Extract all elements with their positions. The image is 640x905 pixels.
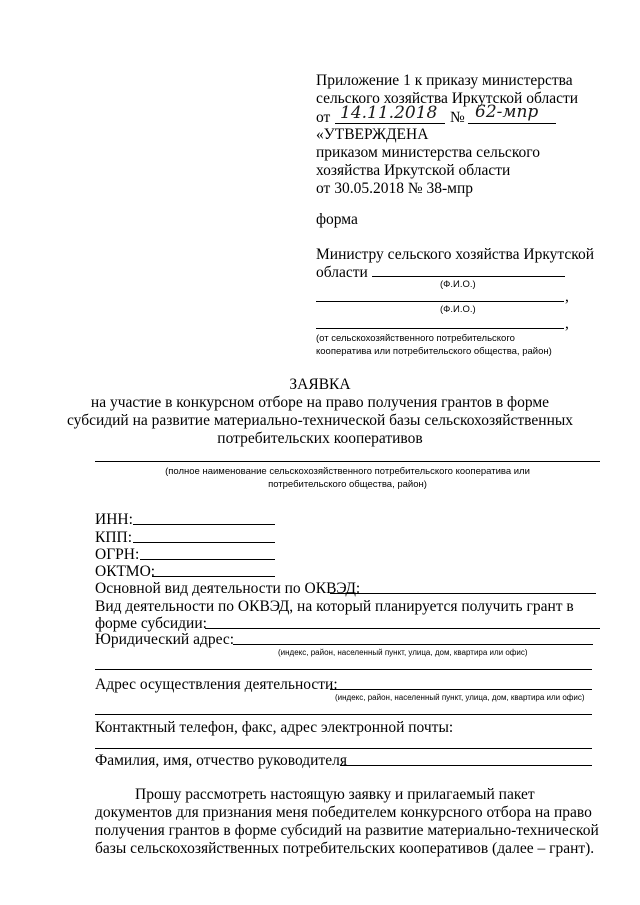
- order-number-underline: [468, 123, 556, 124]
- addressee-line-1: Министру сельского хозяйства Иркутской: [316, 246, 595, 263]
- oktmo-label: ОКТМО:: [95, 563, 156, 580]
- approved-line-2: приказом министерства сельского: [316, 144, 541, 161]
- inn-line: [133, 524, 275, 525]
- okved-grant-label-1: Вид деятельности по ОКВЭД, на который планируется получить грант в: [95, 598, 574, 615]
- activity-address-line-2: [95, 714, 592, 715]
- fullname-hint-1: (полное наименование сельскохозяйственного потребительского кооператива или: [165, 466, 530, 477]
- head-name-line: [340, 765, 592, 766]
- approved-heading: «УТВЕРЖДЕНА: [316, 126, 429, 143]
- order-ot-label: от: [316, 109, 331, 126]
- application-subtitle-2: субсидий на развитие материально-технической базы сельскохозяйственных: [66, 412, 574, 429]
- order-date-handwritten: 14.11.2018: [340, 103, 438, 123]
- applicant-from-hint-1: (от сельскохозяйственного потребительского: [316, 333, 515, 344]
- activity-address-line: [330, 689, 592, 690]
- contacts-line: [95, 748, 592, 749]
- inn-label: ИНН:: [95, 511, 133, 528]
- contacts-label: Контактный телефон, факс, адрес электронной почты:: [95, 719, 454, 736]
- okved-grant-line: [205, 628, 600, 629]
- head-name-label: Фамилия, имя, отчество руководителя: [95, 752, 347, 769]
- approved-line-4: от 30.05.2018 № 38-мпр: [316, 180, 473, 197]
- legal-address-line-2: [95, 669, 592, 670]
- applicant-from-comma: ,: [565, 315, 569, 332]
- legal-address-label: Юридический адрес:: [95, 631, 235, 648]
- fullname-hint-2: потребительского общества, район): [268, 479, 427, 490]
- applicant-from-hint-2: кооператива или потребительского общества, район): [316, 346, 552, 357]
- appendix-line-1: Приложение 1 к приказу министерства: [316, 72, 573, 89]
- application-subtitle-1: на участие в конкурсном отборе на право получения грантов в форме: [90, 394, 550, 411]
- activity-address-hint: (индекс, район, населенный пункт, улица, дом, квартира или офис): [335, 693, 585, 702]
- ogrn-label: ОГРН:: [95, 546, 140, 563]
- request-line-1: Прошу рассмотреть настоящую заявку и прилагаемый пакет: [135, 786, 535, 803]
- order-number-handwritten: 62-мпр: [475, 102, 539, 122]
- ogrn-line: [140, 559, 275, 560]
- request-line-4: базы сельскохозяйственных потребительских кооперативов (далее – грант).: [95, 840, 595, 857]
- legal-address-hint: (индекс, район, населенный пункт, улица, дом, квартира или офис): [278, 648, 528, 657]
- application-subtitle-3: потребительских кооперативов: [217, 430, 423, 447]
- applicant-fio-line: [316, 301, 564, 302]
- kpp-line: [133, 542, 275, 543]
- approved-line-3: хозяйства Иркутской области: [316, 162, 511, 179]
- application-title: ЗАЯВКА: [289, 376, 351, 393]
- activity-address-label: Адрес осуществления деятельности:: [95, 676, 338, 693]
- oktmo-line: [152, 576, 275, 577]
- order-date-underline: [335, 123, 445, 124]
- addressee-line-2: области: [316, 264, 368, 281]
- request-line-3: получения грантов в форме субсидий на развитие материально-технической: [95, 822, 599, 839]
- okved-grant-label-2: форме субсидии:: [95, 615, 207, 632]
- legal-address-line: [233, 644, 593, 645]
- kpp-label: КПП:: [95, 529, 133, 546]
- applicant-fio-comma: ,: [565, 288, 569, 305]
- request-line-2: документов для признания меня победителем конкурсного отбора на право: [95, 804, 592, 821]
- applicant-from-line: [316, 328, 564, 329]
- okved-main-line: [330, 593, 596, 594]
- minister-fio-line: [372, 276, 565, 277]
- fullname-line: [95, 461, 600, 462]
- okved-main-label: Основной вид деятельности по ОКВЭД:: [95, 580, 361, 597]
- appendix-line-2: сельского хозяйства Иркутской области: [316, 90, 579, 107]
- applicant-fio-hint: (Ф.И.О.): [440, 304, 476, 315]
- order-number-label: №: [450, 109, 465, 126]
- minister-fio-hint: (Ф.И.О.): [440, 279, 476, 290]
- form-label: форма: [316, 211, 358, 228]
